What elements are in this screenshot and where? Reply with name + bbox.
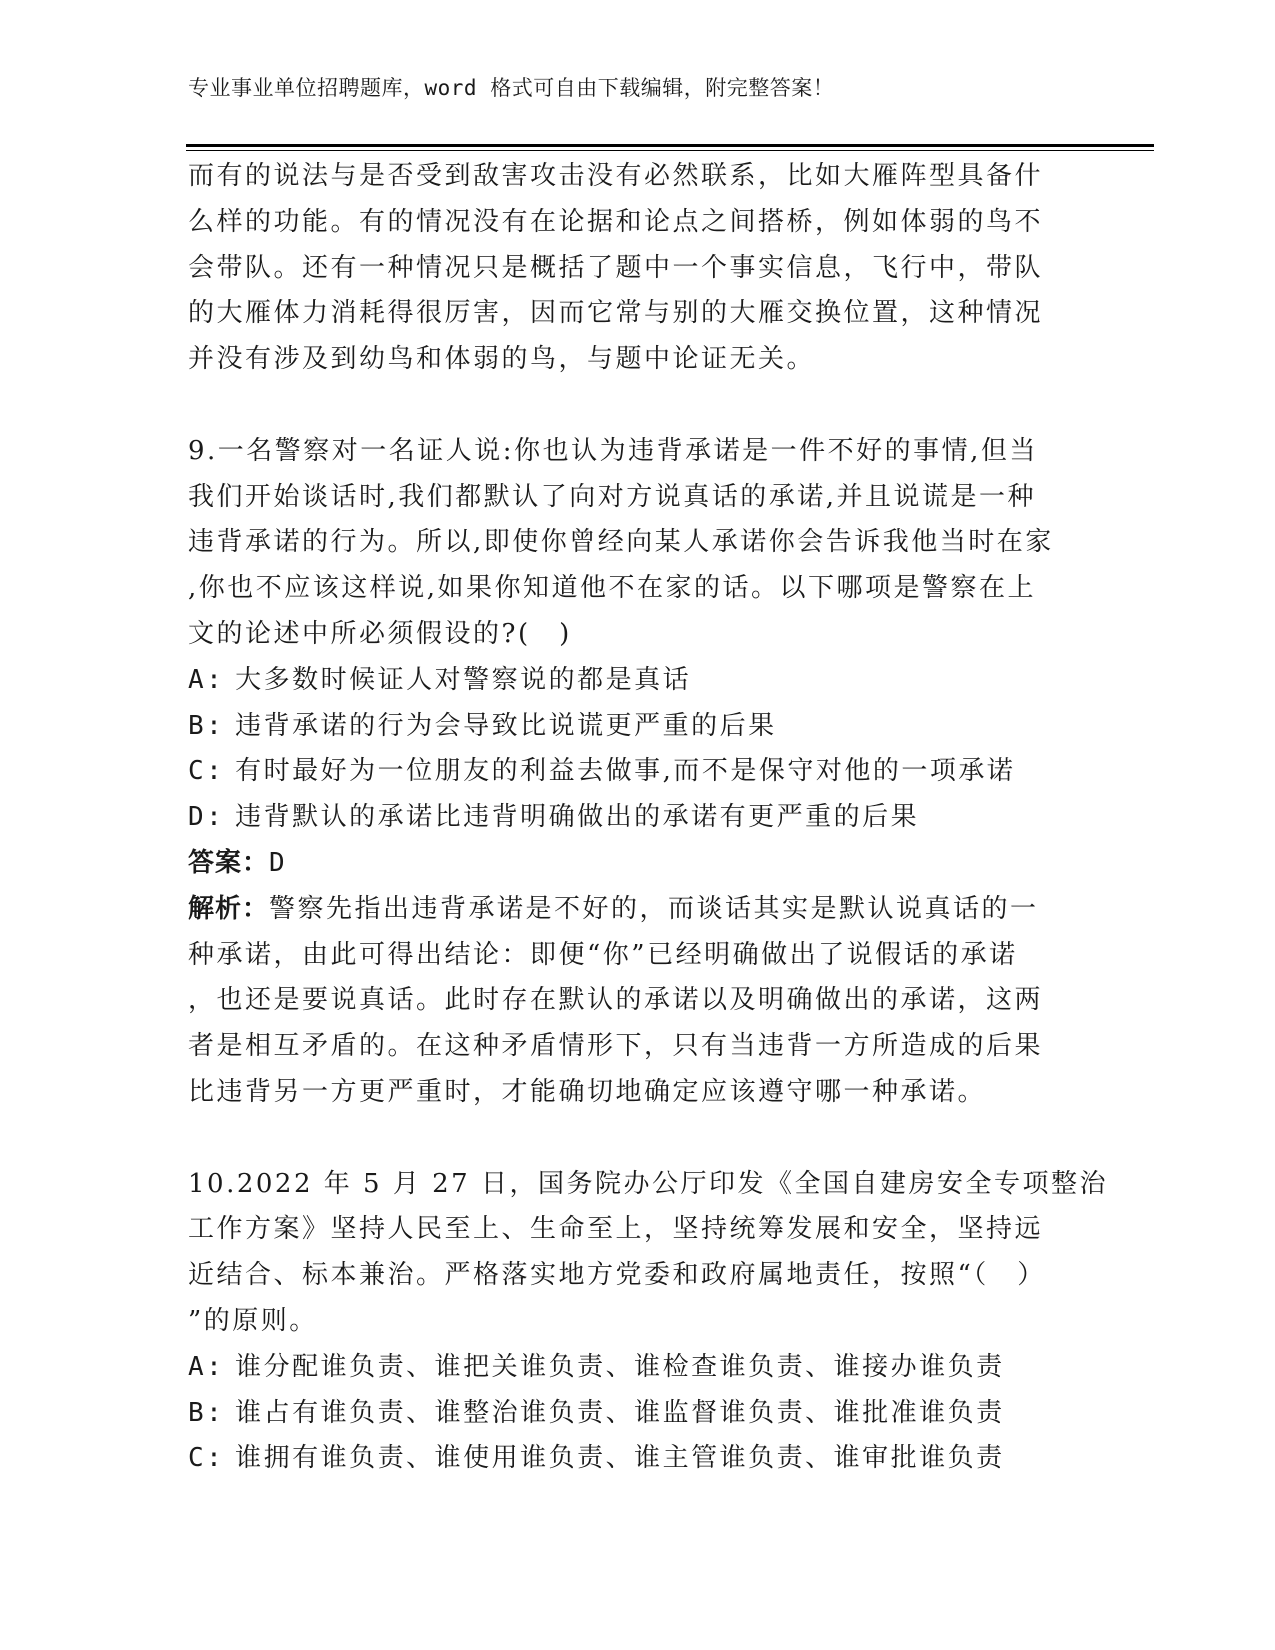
- option-letter: A:: [188, 1351, 225, 1382]
- question-stem-line: ,你也不应该这样说,如果你知道他不在家的话。以下哪项是警察在上: [188, 573, 1037, 604]
- analysis-line: 比违背另一方更严重时，才能确切地确定应该遵守哪一种承诺。: [188, 1076, 987, 1107]
- analysis-text: 警察先指出违背承诺是不好的，而谈话其实是默认说真话的一: [269, 893, 1039, 924]
- option-letter: C:: [188, 1443, 225, 1474]
- question-stem-line: 文的论述中所必须假设的?( ): [188, 618, 572, 649]
- option-d: [188, 795, 1088, 841]
- option-c: [188, 1436, 1088, 1482]
- analysis-line: 种承诺，由此可得出结论：即便“你”已经明确做出了说假话的承诺: [188, 939, 1018, 970]
- question-stem-line: 违背承诺的行为。所以,即使你曾经向某人承诺你会告诉我他当时在家: [188, 527, 1054, 558]
- answer-value: D: [269, 847, 288, 878]
- text-line: 会带队。还有一种情况只是概括了题中一个事实信息，飞行中，带队: [188, 252, 1044, 283]
- option-b: [188, 1391, 1088, 1437]
- option-b: [188, 704, 1088, 750]
- question-stem-line: 9.一名警察对一名证人说:你也认为违背承诺是一件不好的事情,但当: [188, 435, 1038, 466]
- document-body: [188, 154, 1108, 1482]
- text-line: 并没有涉及到幼鸟和体弱的鸟，与题中论证无关。: [188, 344, 816, 375]
- option-c: [188, 749, 1088, 795]
- option-text: 谁拥有谁负责、谁使用谁负责、谁主管谁负责、谁审批谁负责: [235, 1443, 1005, 1474]
- option-text: 违背承诺的行为会导致比说谎更严重的后果: [235, 710, 777, 741]
- text-line: 的大雁体力消耗得很厉害，因而它常与别的大雁交换位置，这种情况: [188, 298, 1044, 329]
- question-10: [188, 1162, 1108, 1483]
- text-line: 么样的功能。有的情况没有在论据和论点之间搭桥，例如体弱的鸟不: [188, 206, 1044, 237]
- spacer: [188, 1116, 1088, 1162]
- answer-line: [188, 841, 1088, 887]
- option-text: 谁分配谁负责、谁把关谁负责、谁检查谁负责、谁接办谁负责: [235, 1351, 1005, 1382]
- option-letter: D:: [188, 802, 225, 833]
- header-divider: [186, 144, 1154, 147]
- text-line: 而有的说法与是否受到敌害攻击没有必然联系，比如大雁阵型具备什: [188, 161, 1044, 191]
- question-stem-line: 工作方案》坚持人民至上、生命至上，坚持统筹发展和安全，坚持远: [188, 1214, 1044, 1245]
- option-text: 大多数时候证人对警察说的都是真话: [235, 664, 692, 695]
- analysis-line: ，也还是要说真话。此时存在默认的承诺以及明确做出的承诺，这两: [188, 985, 1044, 1016]
- question-stem-line: 10.2022 年 5 月 27 日，国务院办公厅印发《全国自建房安全专项整治: [188, 1168, 1108, 1199]
- prev-explanation: [188, 154, 1088, 383]
- answer-label: 答案：: [188, 847, 270, 878]
- option-a: [188, 658, 1088, 704]
- page-header: 专业事业单位招聘题库，word 格式可自由下载编辑，附完整答案！: [188, 76, 835, 100]
- option-a: [188, 1345, 1088, 1391]
- option-letter: B:: [188, 1397, 225, 1428]
- spacer: [188, 383, 1088, 429]
- option-letter: A:: [188, 664, 225, 695]
- analysis-line: [188, 887, 1088, 933]
- question-stem-line: 我们开始谈话时,我们都默认了向对方说真话的承诺,并且说谎是一种: [188, 481, 1037, 512]
- option-text: 有时最好为一位朋友的利益去做事,而不是保守对他的一项承诺: [235, 756, 1016, 787]
- option-letter: B:: [188, 710, 225, 741]
- question-stem-line: ”的原则。: [188, 1305, 318, 1336]
- option-text: 谁占有谁负责、谁整治谁负责、谁监督谁负责、谁批准谁负责: [235, 1397, 1005, 1428]
- question-9: [188, 429, 1088, 1116]
- analysis-label: 解析：: [188, 893, 270, 924]
- option-text: 违背默认的承诺比违背明确做出的承诺有更严重的后果: [235, 802, 920, 833]
- option-letter: C:: [188, 756, 225, 787]
- analysis-line: 者是相互矛盾的。在这种矛盾情形下，只有当违背一方所造成的后果: [188, 1031, 1044, 1062]
- question-stem-line: 近结合、标本兼治。严格落实地方党委和政府属地责任，按照“（ ）: [188, 1260, 1046, 1291]
